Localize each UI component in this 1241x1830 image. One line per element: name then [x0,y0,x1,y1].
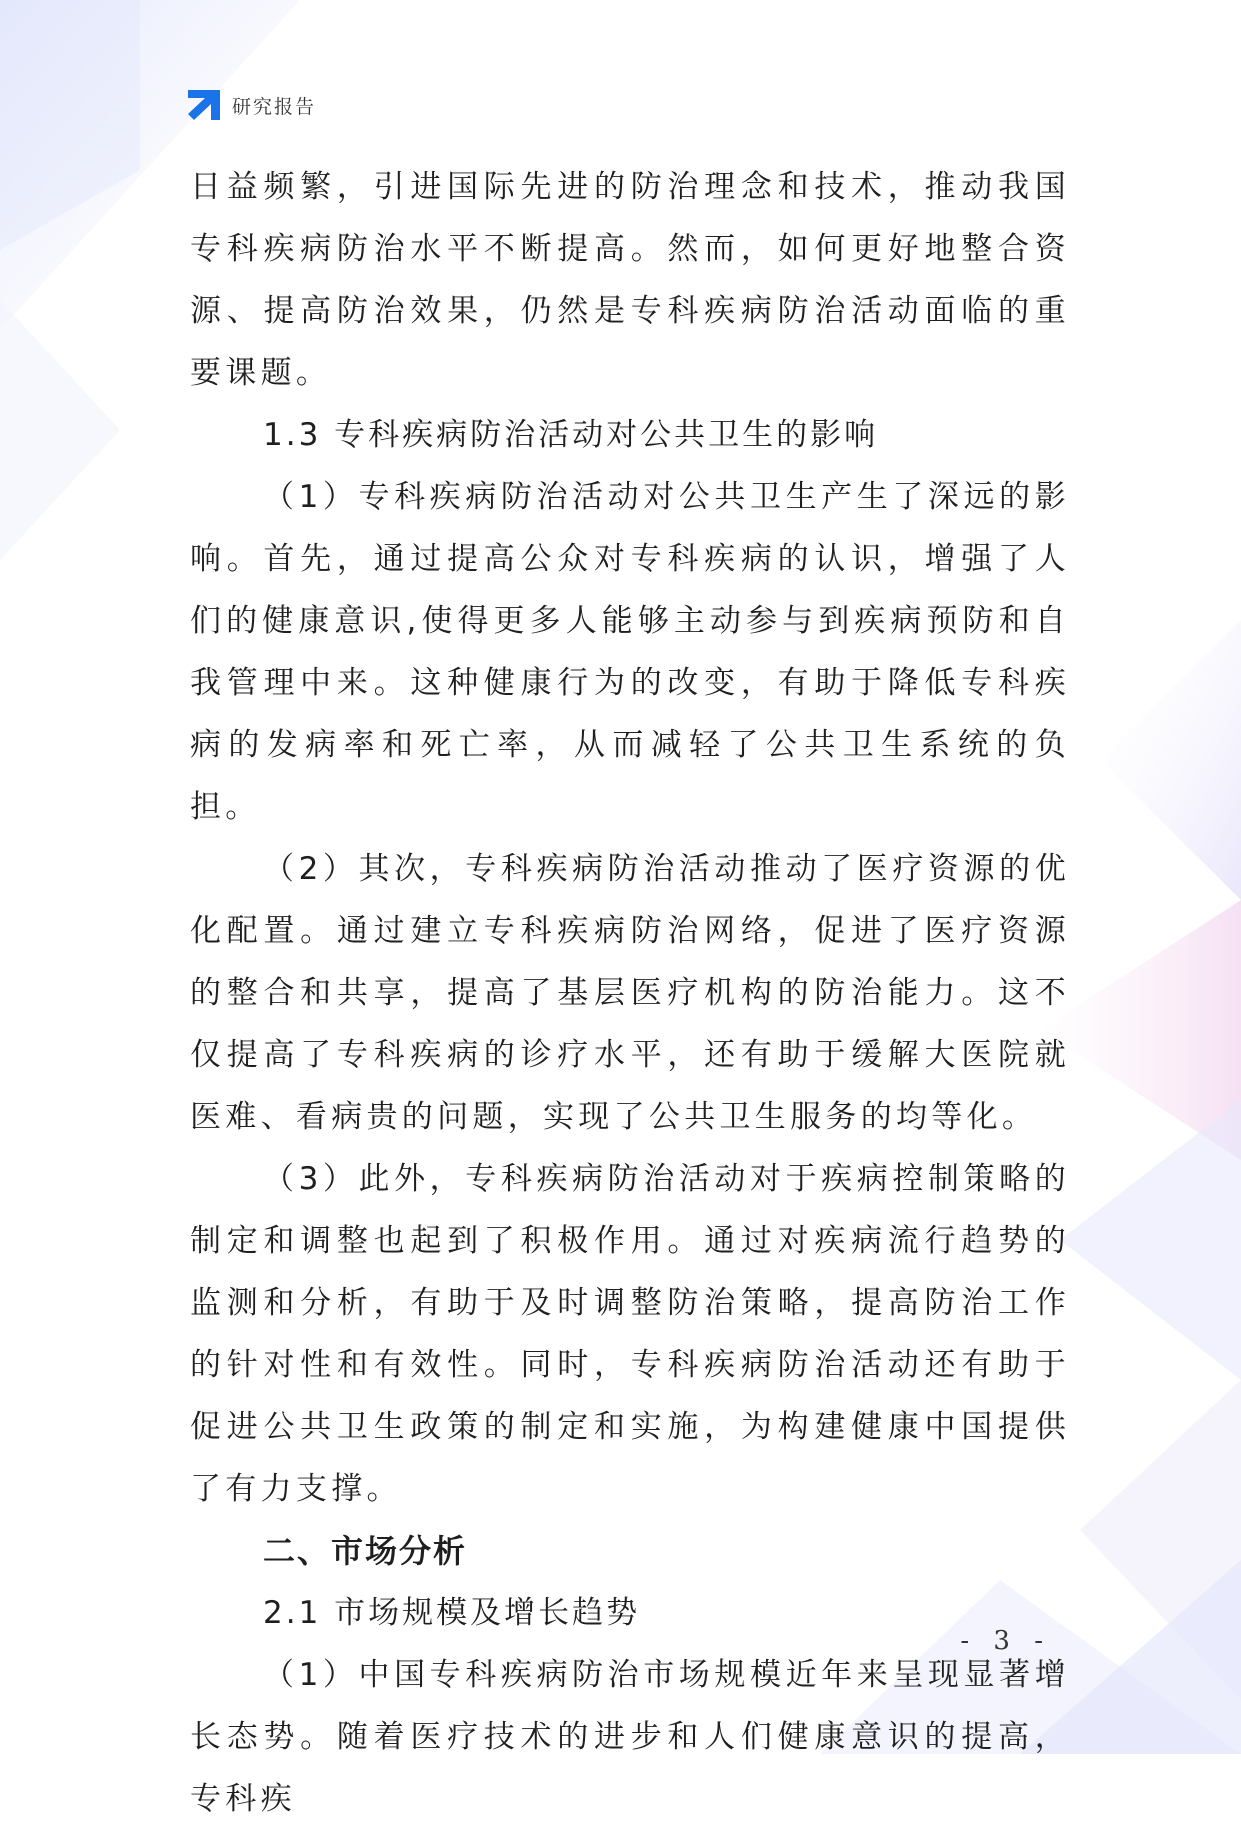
paragraph-continued: 日益频繁，引进国际先进的防治理念和技术，推动我国专科疾病防治水平不断提高。然而，如何更好地整合资源、提高防治效果，仍然是专科疾病防治活动面临的重要课题。 [190,169,1070,391]
paragraph-1-3-1: （1）专科疾病防治活动对公共卫生产生了深远的影响。首先，通过提高公众对专科疾病的认识，增强了人们的健康意识,使得更多人能够主动参与到疾病预防和自我管理中来。这种健康行为的改变，有助于降低专科疾病的发病率和死亡率，从而减轻了公共卫生系统的负担。 [190,479,1070,825]
section-heading-2-1: 2.1 市场规模及增长趋势 [263,1595,641,1631]
paragraph-1-3-3: （3）此外，专科疾病防治活动对于疾病控制策略的制定和调整也起到了积极作用。通过对疾病流行趋势的监测和分析，有助于及时调整防治策略，提高防治工作的针对性和有效性。同时，专科疾病防治活动还有助于促进公共卫生政策的制定和实施，为构建健康中国提供了有力支撑。 [190,1161,1070,1507]
section-heading-1-3: 1.3 专科疾病防治活动对公共卫生的影响 [263,417,879,453]
document-body [190,156,1070,1830]
paragraph-2-1-1: （1）中国专科疾病防治市场规模近年来呈现显著增长态势。随着医疗技术的进步和人们健康意识的提高，专科疾 [190,1657,1070,1817]
blue-arrow-logo-icon [186,88,222,122]
chapter-heading-2: 二、市场分析 [263,1532,468,1570]
paragraph-1-3-2: （2）其次，专科疾病防治活动推动了医疗资源的优化配置。通过建立专科疾病防治网络，促进了医疗资源的整合和共享，提高了基层医疗机构的防治能力。这不仅提高了专科疾病的诊疗水平，还有助于缓解大医院就医难、看病贵的问题，实现了公共卫生服务的均等化。 [190,851,1070,1135]
report-header [186,88,316,122]
page-number: - 3 - [960,1626,1051,1656]
header-title: 研究报告 [232,95,317,118]
